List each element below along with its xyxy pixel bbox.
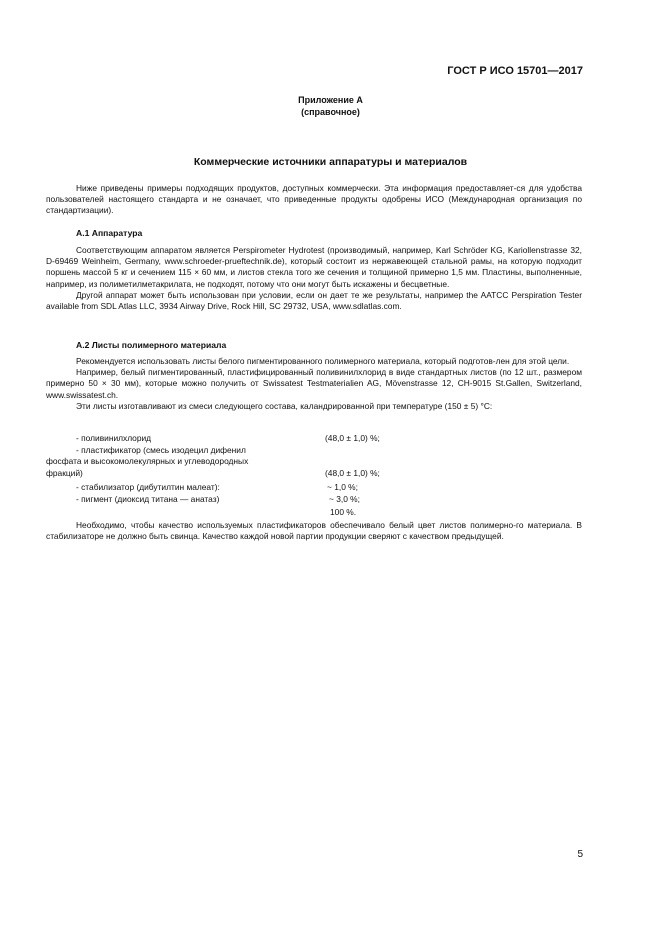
section-a2-body	[46, 356, 582, 412]
section-a2-paragraph-1: Рекомендуется использовать листы белого пигментированного полимерного материала, который подготов-лен для этой цели.	[76, 356, 570, 366]
composition-value-pigment: ~ 3,0 %;	[329, 494, 360, 504]
composition-value-pvc: (48,0 ± 1,0) %;	[325, 433, 380, 443]
composition-value-plasticizer: (48,0 ± 1,0) %;	[325, 468, 380, 478]
main-title: Коммерческие источники аппаратуры и материалов	[193, 156, 468, 168]
section-a1-body	[46, 245, 582, 312]
section-a1-heading: А.1 Аппаратура	[76, 228, 143, 238]
composition-label-pigment: - пигмент (диоксид титана — анатаз)	[76, 494, 220, 504]
page-number: 5	[577, 849, 583, 860]
section-a2-paragraph-4: Необходимо, чтобы качество используемых пластификаторов обеспечивало белый цвет листов полимерно-го материала. В стабилизаторе не должно быть свинца. Качество каждой новой партии продукции сверяют с качеством предыдущей.	[46, 520, 582, 542]
document-header: ГОСТ Р ИСО 15701—2017	[447, 65, 583, 77]
composition-label-stabilizer: - стабилизатор (дибутилтин малеат):	[76, 482, 220, 492]
section-a1-paragraph-1: Соответствующим аппаратом является Perspirometer Hydrotest (производимый, например, Karl Schröder KG, Kariollenstrasse 32, D-69469 Weinheim, Germany, www.schroeder-prueftechnik.de), который состоит из нержавеющей стальной рамы, на которую подходит поршень массой 5 кг и сечением 115 × 60 мм, и листов стекла того же сечения и толщиной примерно 1,5 мм. Пластины, выполненные, например, из полиметилметакрилата, не подходят, потому что они могут быть искажены и бесцветные.	[46, 245, 582, 289]
composition-total: 100 %.	[330, 507, 357, 517]
composition-label-plasticizer-line-3: фракций)	[46, 468, 83, 478]
section-a2-paragraph-3: Эти листы изготавливают из смеси следующего состава, каландрированной при температуре (150 ± 5) °С:	[76, 400, 493, 411]
composition-label-plasticizer-line-2: фосфата и высокомолекулярных и углеводородных	[46, 456, 249, 466]
intro-text: Ниже приведены примеры подходящих продуктов, доступных коммерчески. Эта информация предоставляет-ся для удобства пользователей настоящего стандарта и не означает, что приведенные продукты одобрены ИСО (Международная организация по стандартизации).	[46, 183, 582, 216]
composition-label-plasticizer-line-1: - пластификатор (смесь изодецил дифенил	[76, 445, 246, 455]
section-a2-paragraph-2: Например, белый пигментированный, пластифицированный поливинилхлорид в виде стандартных листов (по 12 шт., размером примерно 50 × 30 мм), которые можно получить от Swissatest Testmaterialien AG, Mövenstrasse 12, CH-9015 St.Gallen, Switzerland, www.swissatest.ch.	[46, 367, 582, 400]
section-a2-closing	[46, 520, 582, 542]
annex-subtitle: (справочное)	[301, 107, 360, 117]
intro-paragraph	[46, 183, 582, 217]
annex-title: Приложение А	[298, 95, 363, 105]
section-a1-paragraph-2: Другой аппарат может быть использован при условии, если он дает те же результаты, например the AATCC Perspiration Tester available from SDL Atlas LLC, 3934 Airway Drive, Rock Hill, SC 29732, USA, www.sdlatlas.com.	[46, 289, 582, 312]
composition-value-stabilizer: ~ 1,0 %;	[327, 482, 358, 492]
composition-label-pvc: - поливинилхлорид	[76, 433, 152, 443]
annex-heading	[0, 94, 661, 118]
section-a2-heading: А.2 Листы полимерного материала	[76, 340, 227, 350]
